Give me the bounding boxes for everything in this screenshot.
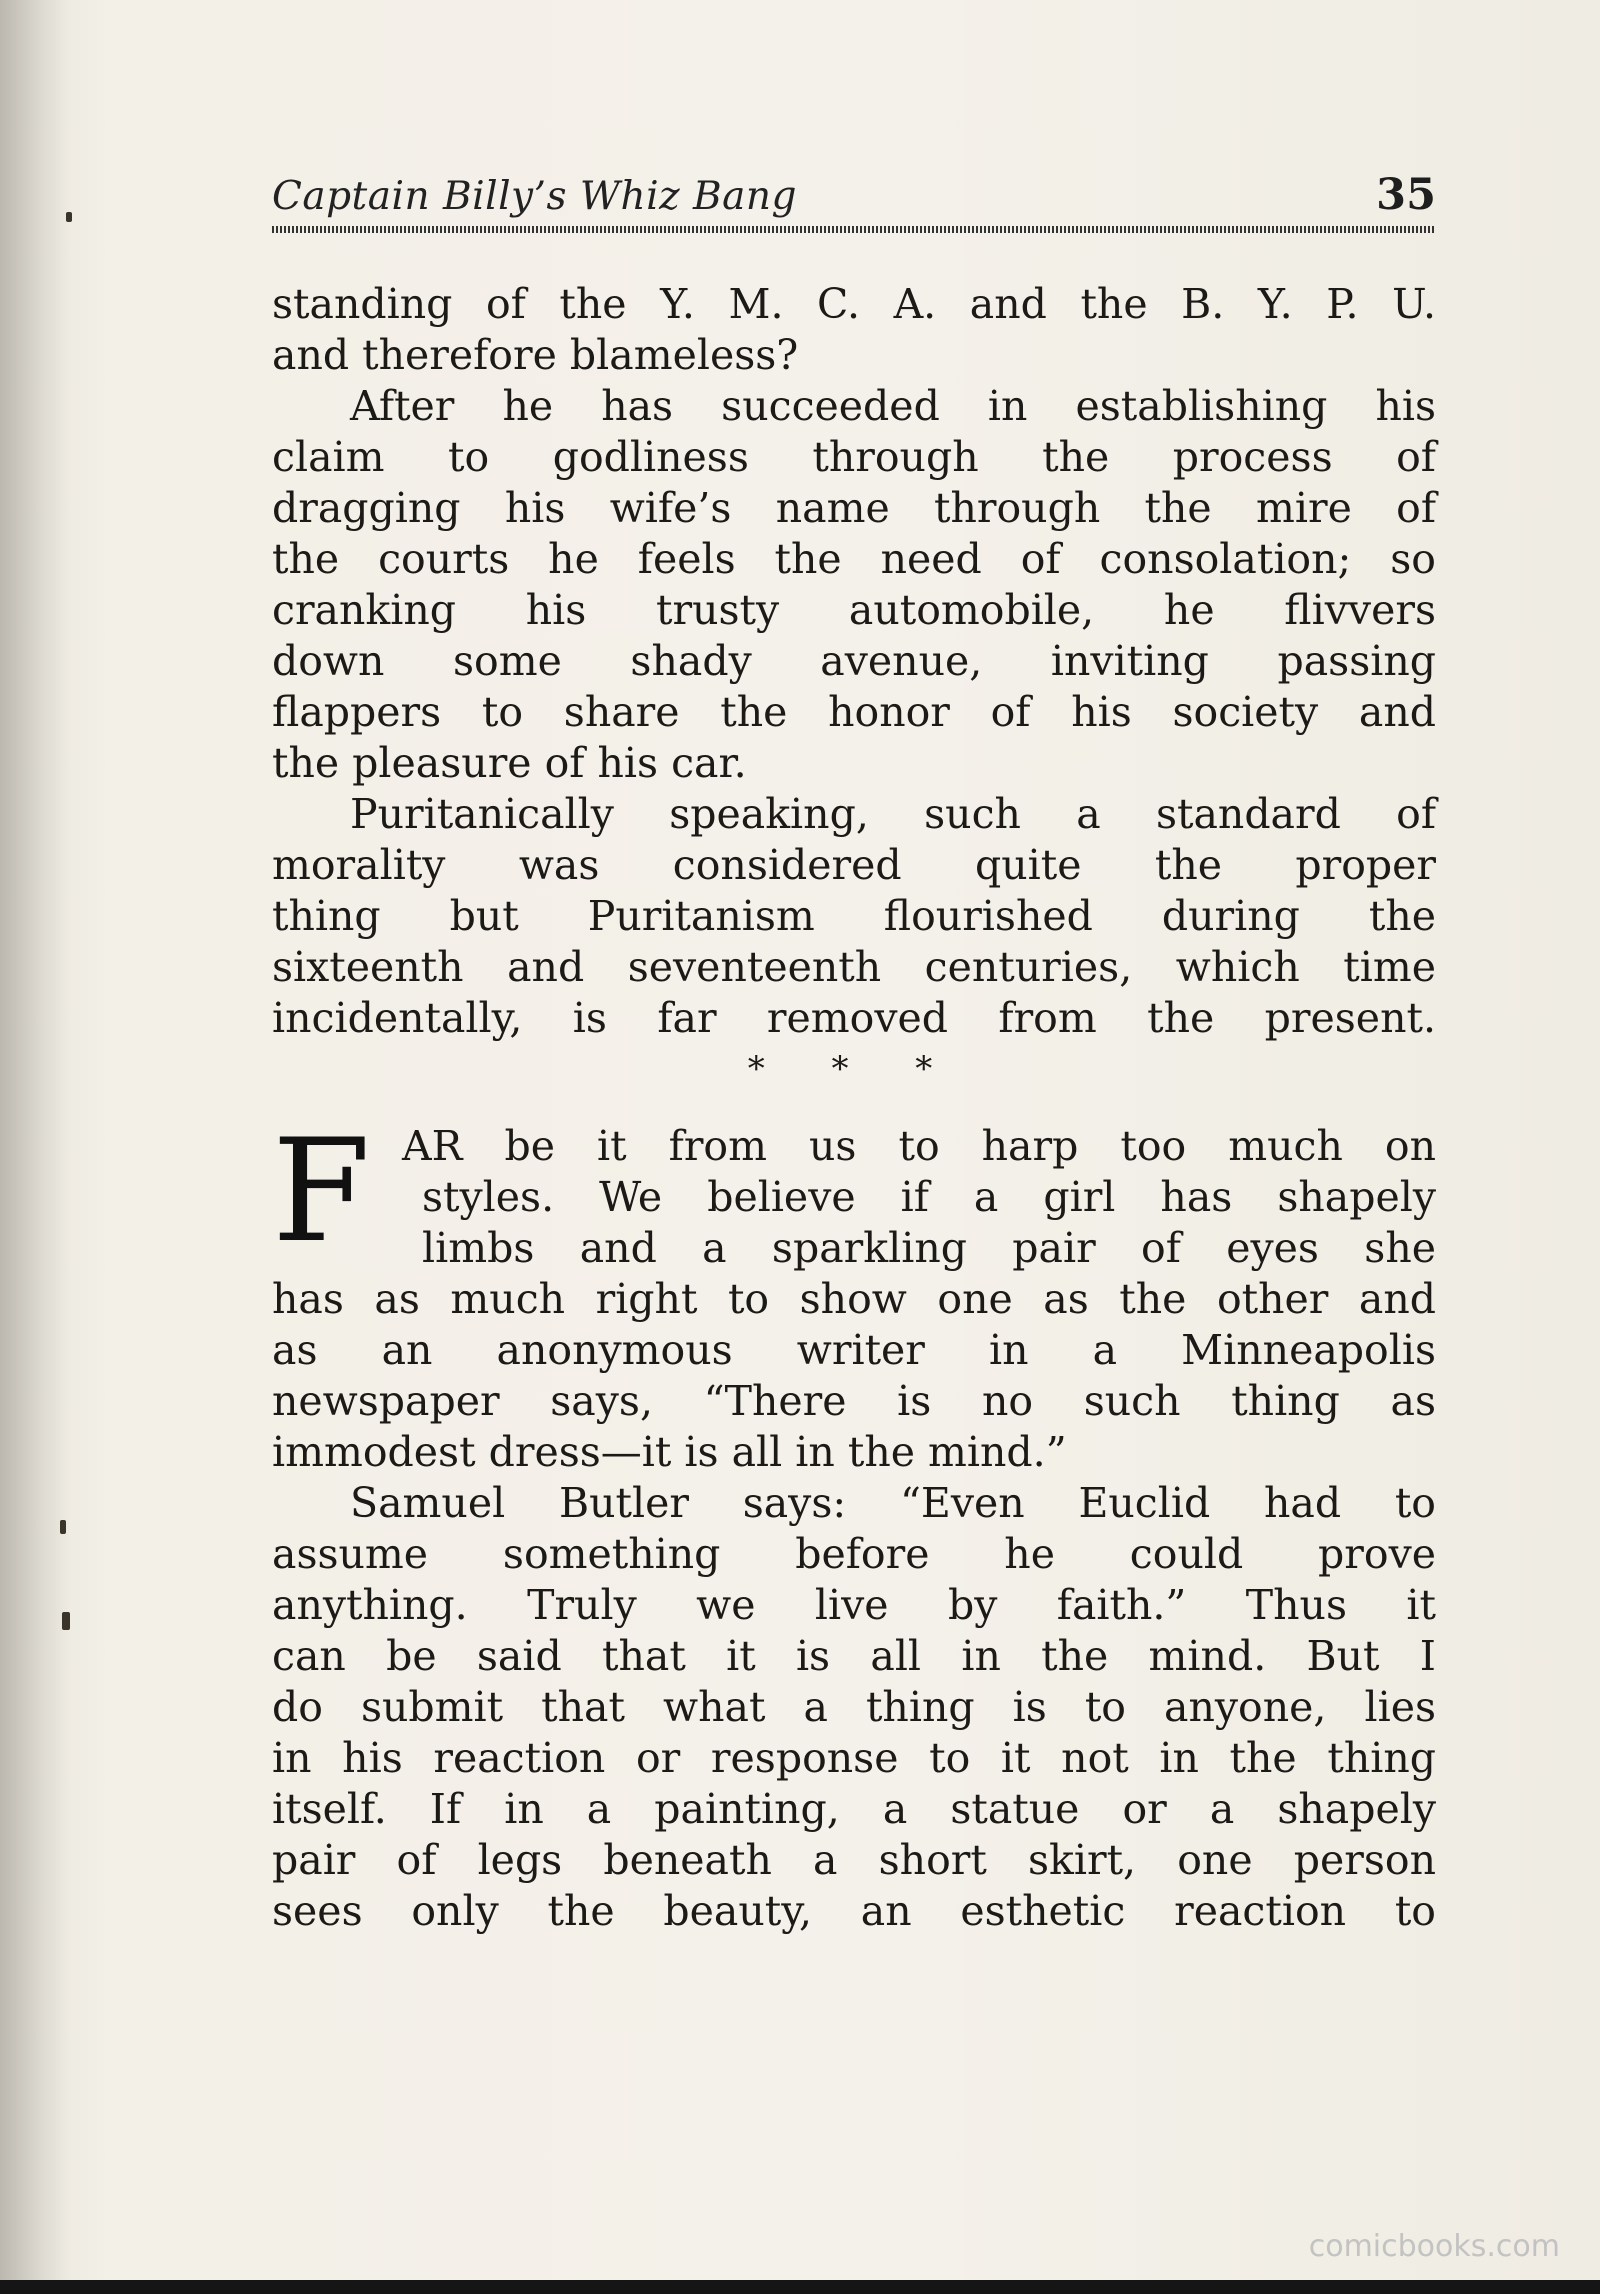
text-line: as an anonymous writer in a Minneapolis [272, 1326, 1436, 1374]
text-line: assume something before he could prove [272, 1530, 1436, 1578]
text-line: dragging his wife’s name through the mire of [272, 484, 1436, 532]
header-rule [272, 226, 1436, 233]
text-line: sixteenth and seventeenth centuries, which time [272, 943, 1436, 991]
text-line: Samuel Butler says: “Even Euclid had to [350, 1479, 1436, 1527]
header-title: Captain Billy’s Whiz Bang [272, 174, 798, 219]
text-line: the courts he feels the need of consolation; so [272, 535, 1436, 583]
text-line: After he has succeeded in establishing his [350, 382, 1436, 430]
text-line: limbs and a sparkling pair of eyes she [422, 1224, 1436, 1272]
text-line: AR be it from us to harp too much on [402, 1122, 1436, 1170]
drop-cap-letter: F [272, 1109, 371, 1274]
watermark: comicbooks.com [1308, 2229, 1560, 2264]
section-separator: * * * [747, 1049, 961, 1089]
running-header [272, 170, 1436, 230]
text-line: itself. If in a painting, a statue or a shapely [272, 1785, 1436, 1833]
text-line: immodest dress—it is all in the mind.” [272, 1428, 1067, 1476]
text-line: can be said that it is all in the mind. But I [272, 1632, 1436, 1680]
paper-speck [60, 1520, 66, 1534]
page-number: 35 [1376, 170, 1436, 220]
text-line: morality was considered quite the proper [272, 841, 1436, 889]
text-line: down some shady avenue, inviting passing [272, 637, 1436, 685]
text-line: incidentally, is far removed from the present. [272, 994, 1436, 1042]
paper-speck [66, 212, 72, 222]
paragraph-1 [272, 279, 1436, 381]
text-line: standing of the Y. M. C. A. and the B. Y. P. U. [272, 280, 1436, 328]
text-line: styles. We believe if a girl has shapely [422, 1173, 1436, 1221]
text-line: in his reaction or response to it not in the thing [272, 1734, 1436, 1782]
text-line: pair of legs beneath a short skirt, one person [272, 1836, 1436, 1884]
text-line: Puritanically speaking, such a standard of [350, 790, 1436, 838]
book-spine-shadow [0, 0, 70, 2294]
text-line: flappers to share the honor of his society and [272, 688, 1436, 736]
text-line: newspaper says, “There is no such thing as [272, 1377, 1436, 1425]
text-line: sees only the beauty, an esthetic reaction to [272, 1887, 1436, 1935]
body-text [272, 279, 1436, 1937]
text-line: and therefore blameless? [272, 331, 799, 379]
text-line: do submit that what a thing is to anyone, lies [272, 1683, 1436, 1731]
dropcap-section [272, 1109, 1436, 1478]
paper-speck [62, 1612, 70, 1630]
text-line: thing but Puritanism flourished during the [272, 892, 1436, 940]
text-line: has as much right to show one as the other and [272, 1275, 1436, 1323]
text-line: the pleasure of his car. [272, 739, 747, 787]
paragraph-2 [272, 381, 1436, 789]
text-line: claim to godliness through the process of [272, 433, 1436, 481]
paragraph-final [272, 1478, 1436, 1937]
page-bottom-edge [0, 2280, 1600, 2294]
text-line: anything. Truly we live by faith.” Thus it [272, 1581, 1436, 1629]
paragraph-3 [272, 789, 1436, 1044]
text-line: cranking his trusty automobile, he flivvers [272, 586, 1436, 634]
